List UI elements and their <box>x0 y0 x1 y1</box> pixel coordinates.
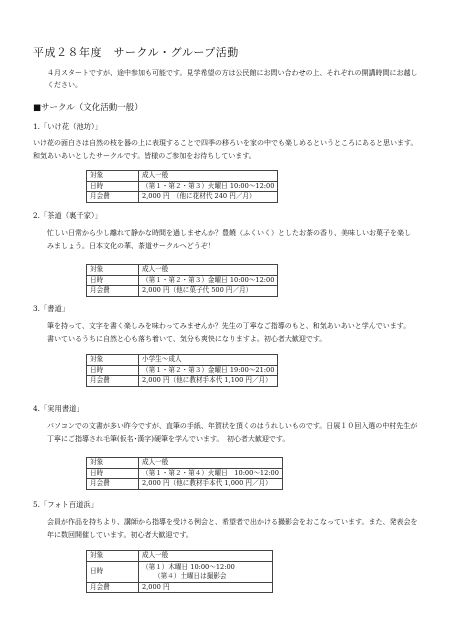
club-info-table <box>86 457 283 490</box>
row-value: （第１・第２・第４）火曜日 10:00～12:00 <box>139 468 283 479</box>
table-row <box>87 286 278 297</box>
club-description: いけ花の面白さは自然の枝を器の上に表現することで四季の移ろいを家の中でも楽しめるというところにあると思います。和気あいあいとしたサークルです。皆様のご参加をお待ちしています。 <box>33 139 418 160</box>
row-value: （第１・第２・第３）金曜日 10:00～12:00 <box>139 275 278 286</box>
table-row <box>87 376 278 387</box>
row-key: 月会費 <box>87 286 139 297</box>
row-value <box>139 561 273 582</box>
page-title: 平成２８年度 サークル・グループ活動 <box>33 46 239 59</box>
row-value: 2,000 円（他に教材手本代 1,000 円／月） <box>139 479 283 490</box>
row-value: 2,000 円 <box>139 582 273 593</box>
row-key: 月会費 <box>87 376 139 387</box>
club-title: 2.「茶道（裏千家）」 <box>33 211 102 220</box>
row-value: 2,000 円 （他に花材代 240 円／月） <box>139 192 278 203</box>
section-heading: ■サークル（文化活動一般） <box>33 103 143 113</box>
table-row <box>87 479 283 490</box>
row-key: 対象 <box>87 458 139 469</box>
club-info-table <box>86 264 278 297</box>
club-description: 会員が作品を持ちより、講師から指導を受ける例会と、希望者で出かける撮影会をおこなっています。また、発表会を年に数回開催しています。初心者大歓迎です。 <box>47 518 418 539</box>
club-info-table <box>86 550 273 593</box>
row-key: 対象 <box>87 355 139 366</box>
row-key: 日時 <box>87 365 139 376</box>
row-value: 成人一般 <box>139 458 283 469</box>
row-key: 日時 <box>87 561 139 582</box>
club-title: 1.「いけ花（池坊）」 <box>33 122 102 131</box>
row-key: 対象 <box>87 265 139 276</box>
table-row <box>87 551 273 562</box>
row-key: 月会費 <box>87 582 139 593</box>
intro-text: ４月スタートですが、途中参加も可能です。見学希望の方は公民館にお問い合わせの上、それぞれの開講時間にお越しください。 <box>47 69 418 89</box>
row-value: （第１・第２・第３）金曜日 19:00～21:00 <box>139 365 278 376</box>
club-title: 3.「書道」 <box>33 304 70 313</box>
table-row <box>87 582 273 593</box>
row-value: （第１・第２・第３）火曜日 10:00～12:00 <box>139 181 278 192</box>
club-description: 筆を持って、文字を書く楽しみを味わってみませんか？先生の丁寧なご指導のもと、和気あいあいと学んでいます。書いているうちに自然と心も落ち着いて、気分も爽快になりますよ。初心者大歓迎です。 <box>47 322 411 343</box>
row-key: 日時 <box>87 468 139 479</box>
club-info-table <box>86 170 278 203</box>
table-row <box>87 171 278 182</box>
row-value: 小学生～成人 <box>139 355 278 366</box>
schedule-line-1: （第１）木曜日 10:00～12:00 <box>142 562 235 571</box>
table-row <box>87 192 278 203</box>
row-key: 月会費 <box>87 192 139 203</box>
table-row <box>87 561 273 582</box>
table-row <box>87 458 283 469</box>
row-key: 日時 <box>87 181 139 192</box>
table-row <box>87 365 278 376</box>
club-description: パソコンでの文書が多い昨今ですが、直筆の手紙、年賀状を頂くのはうれしいものです。日展１０回入選の中村先生が丁寧にご指導され毛筆(仮名･漢字)硬筆を学んでいます。 初心者大歓迎です。 <box>47 422 418 443</box>
table-row <box>87 468 283 479</box>
club-info-table <box>86 354 278 387</box>
row-key: 対象 <box>87 551 139 562</box>
row-key: 月会費 <box>87 479 139 490</box>
row-value: 2,000 円（他に菓子代 500 円／月） <box>139 286 278 297</box>
row-key: 対象 <box>87 171 139 182</box>
club-title: 4.「実用書道」 <box>33 404 84 413</box>
table-row <box>87 181 278 192</box>
row-value: 成人一般 <box>139 265 278 276</box>
schedule-line-2: （第４）土曜日は撮影会 <box>154 571 227 580</box>
table-row <box>87 275 278 286</box>
row-value: 成人一般 <box>139 551 273 562</box>
row-key: 日時 <box>87 275 139 286</box>
table-row <box>87 265 278 276</box>
table-row <box>87 355 278 366</box>
row-value: 成人一般 <box>139 171 278 182</box>
club-description: 忙しい日常から少し離れて静かな時間を過しませんか？豊饒（ふくいく）としたお茶の香り、美味しいお菓子を楽しみましょう。日本文化の華、茶道サークルへどうぞ！ <box>47 229 411 250</box>
row-value: 2,000 円（他に教材手本代 1,100 円／月） <box>139 376 278 387</box>
club-title: 5.「フォト百道浜」 <box>33 500 98 509</box>
